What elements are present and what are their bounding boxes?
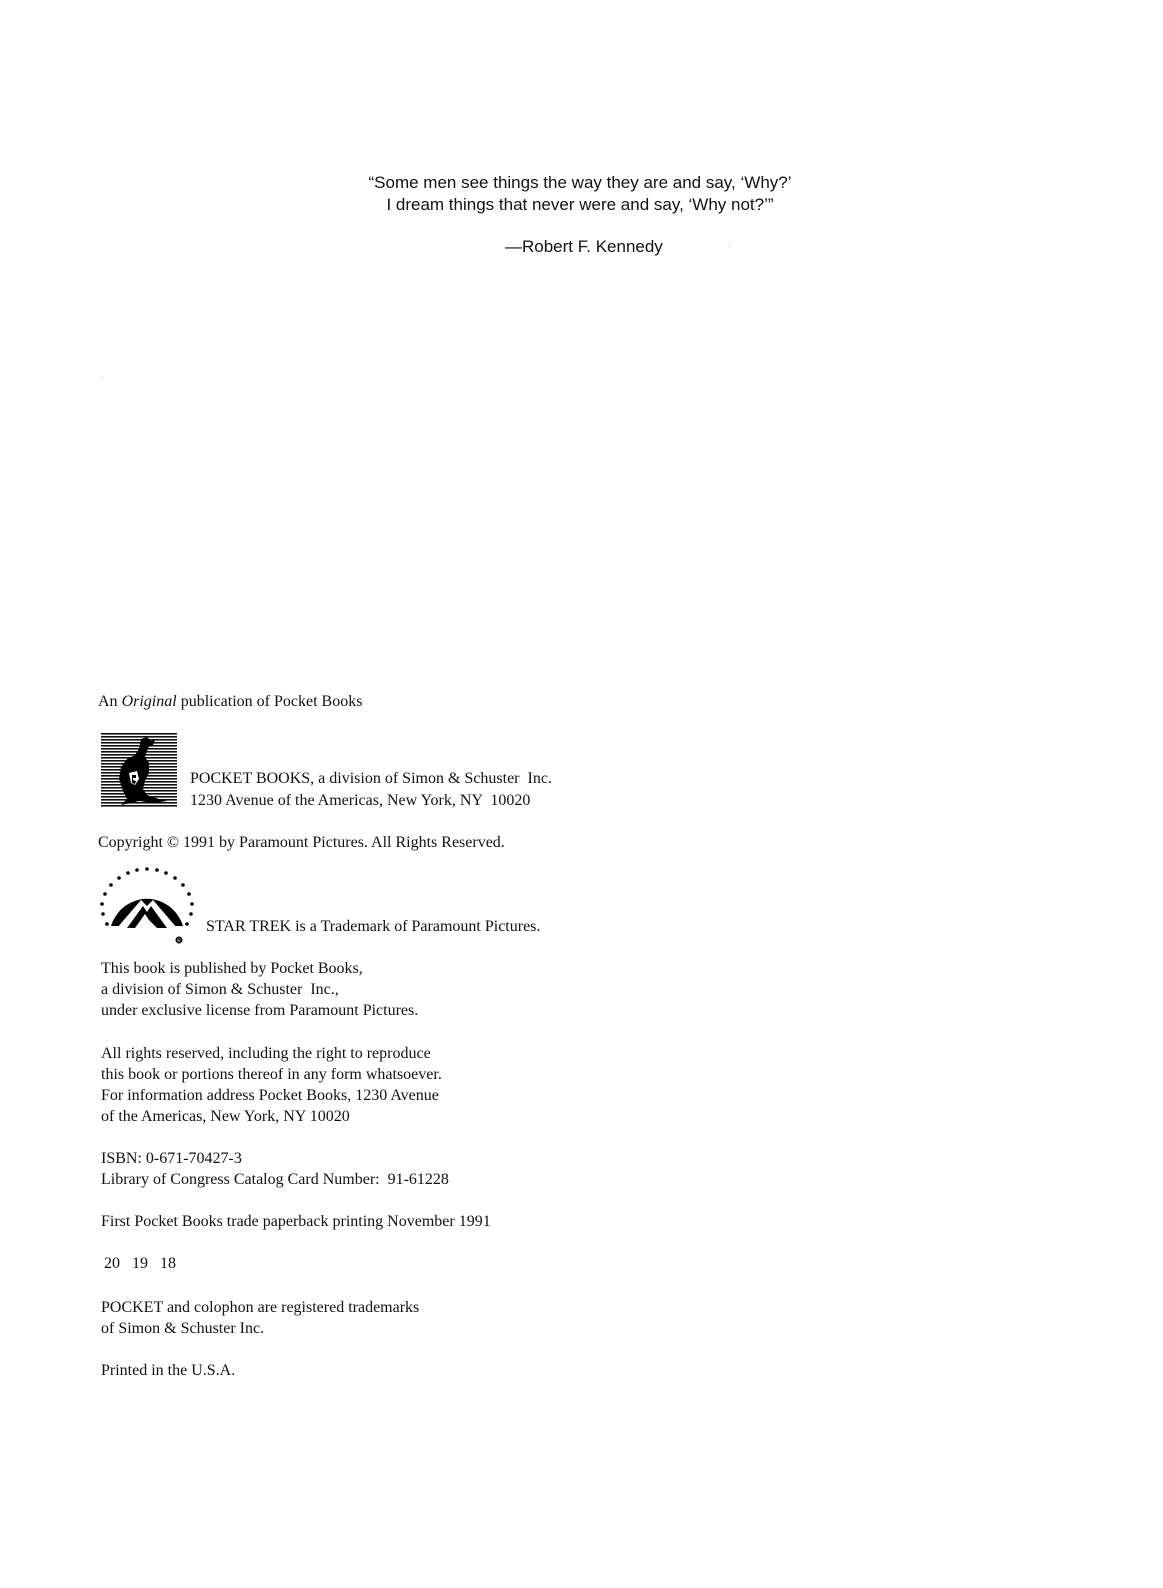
publisher-line-2: 1230 Avenue of the Americas, New York, NY 10020 xyxy=(190,792,531,809)
publication-italic: Original xyxy=(121,693,177,710)
trademark-notice: STAR TREK is a Trademark of Paramount Pictures. xyxy=(206,918,541,935)
paramount-logo-text: Paramount xyxy=(126,884,168,894)
svg-text:R: R xyxy=(177,938,181,945)
print-numbers: 20 19 18 xyxy=(104,1255,176,1272)
copyright-notice: Copyright © 1991 by Paramount Pictures. All Rights Reserved. xyxy=(98,834,505,851)
colophon-line-2: of Simon & Schuster Inc. xyxy=(101,1320,265,1337)
rights-line-1: All rights reserved, including the right to reproduce xyxy=(101,1045,431,1062)
pocket-books-kangaroo-logo xyxy=(101,733,177,807)
lccn: Library of Congress Catalog Card Number: 91-61228 xyxy=(101,1171,449,1188)
epigraph-line-2: I dream things that never were and say, ‘Why not?’” xyxy=(386,195,774,214)
rights-line-4: of the Americas, New York, NY 10020 xyxy=(101,1108,350,1125)
publisher-line-1: POCKET BOOKS, a division of Simon & Schuster Inc. xyxy=(190,770,552,787)
colophon-line-1: POCKET and colophon are registered trademarks xyxy=(101,1299,420,1316)
rights-line-2: this book or portions thereof in any form whatsoever. xyxy=(101,1066,442,1083)
scan-speck xyxy=(729,245,730,246)
epigraph-attribution: —Robert F. Kennedy xyxy=(505,237,663,256)
epigraph-quote xyxy=(300,172,860,216)
isbn: ISBN: 0-671-70427-3 xyxy=(101,1150,242,1167)
license-line-3: under exclusive license from Paramount Pictures. xyxy=(101,1002,419,1019)
license-line-1: This book is published by Pocket Books, xyxy=(101,960,363,977)
paramount-logo xyxy=(97,866,197,948)
rights-line-3: For information address Pocket Books, 1230 Avenue xyxy=(101,1087,439,1104)
scan-speck xyxy=(101,377,102,378)
publication-line: An Original publication of Pocket Books xyxy=(98,693,363,710)
printing-line: First Pocket Books trade paperback printing November 1991 xyxy=(101,1213,491,1230)
epigraph-line-1: “Some men see things the way they are and say, ‘Why?’ xyxy=(368,173,792,192)
license-line-2: a division of Simon & Schuster Inc., xyxy=(101,981,339,998)
printed-in: Printed in the U.S.A. xyxy=(101,1362,236,1379)
